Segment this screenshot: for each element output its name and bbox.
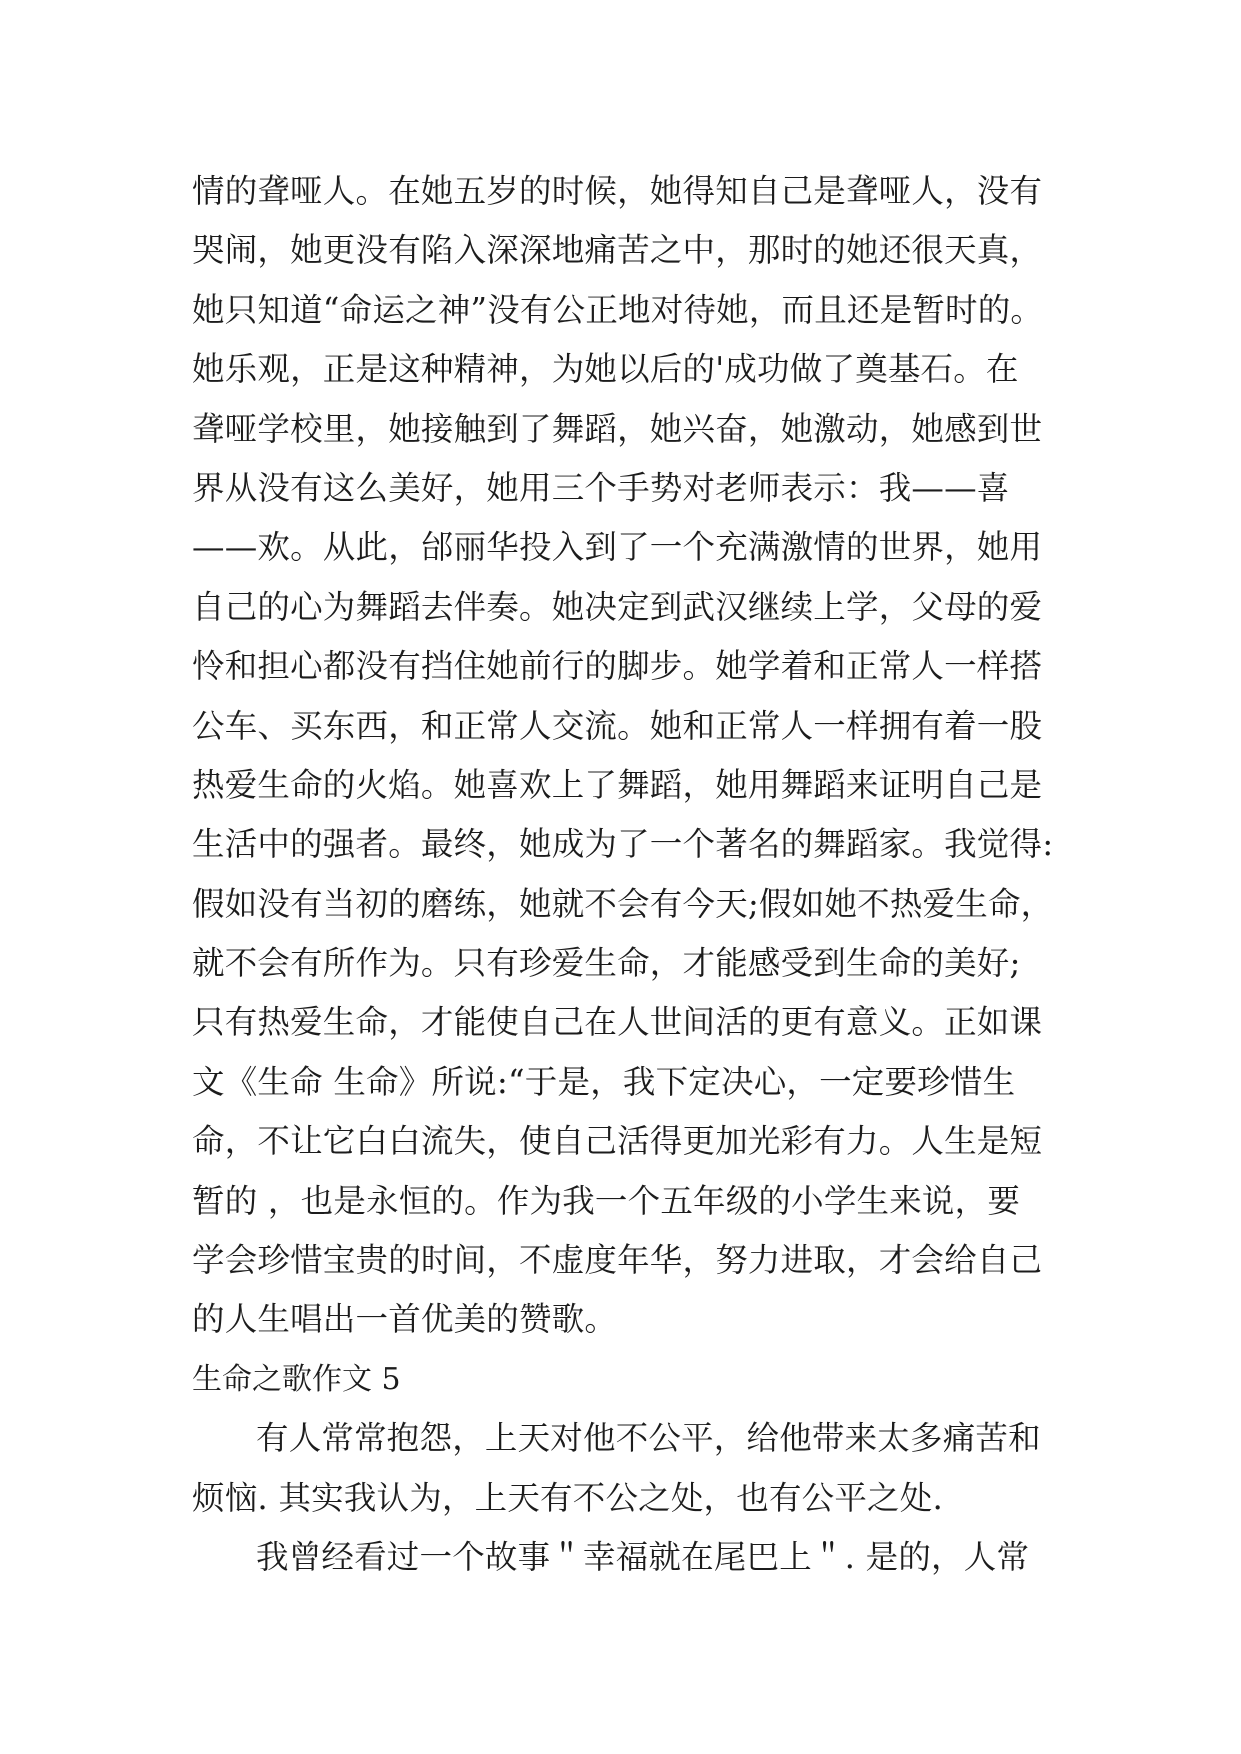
text-line: 命，不让它白白流失，使自己活得更加光彩有力。人生是短 (192, 1122, 1043, 1161)
text-line: 公车、买东西，和正常人交流。她和正常人一样拥有着一股 (192, 706, 1043, 745)
text-line: 界从没有这么美好，她用三个手势对老师表示：我——喜 (192, 468, 1010, 507)
text-line: 只有热爱生命，才能使自己在人世间活的更有意义。正如课 (192, 1003, 1043, 1042)
text-line: 暂的 ，也是永恒的。作为我一个五年级的小学生来说，要 (192, 1181, 1021, 1220)
text-line: 自己的心为舞蹈去伴奏。她决定到武汉继续上学，父母的爱 (192, 587, 1043, 626)
paragraph-2 (192, 1409, 1062, 1528)
text-line: 学会珍惜宝贵的时间，不虚度年华，努力进取，才会给自己 (192, 1241, 1043, 1280)
text-line: 生活中的强者。最终，她成为了一个著名的舞蹈家。我觉得: (192, 825, 1054, 864)
paragraph-3 (192, 1528, 1062, 1587)
text-line: 文《生命 生命》所说:“于是，我下定决心，一定要珍惜生 (192, 1062, 1016, 1101)
text-line: 她只知道“命运之神”没有公正地对待她，而且还是暂时的。 (192, 290, 1044, 329)
text-line: 假如没有当初的磨练，她就不会有今天;假如她不热爱生命， (192, 884, 1054, 923)
text-line: ——欢。从此，邰丽华投入到了一个充满激情的世界，她用 (192, 528, 1043, 567)
section-heading: 生命之歌作文 5 (192, 1361, 401, 1397)
text-line: 的人生唱出一首优美的赞歌。 (192, 1300, 618, 1339)
text-line: 聋哑学校里，她接触到了舞蹈，她兴奋，她激动，她感到世 (192, 409, 1043, 448)
text-line: 我曾经看过一个故事＂幸福就在尾巴上＂. 是的，人常 (256, 1537, 1030, 1576)
text-line: 情的聋哑人。在她五岁的时候，她得知自己是聋哑人，没有 (192, 172, 1043, 210)
text-line: 怜和担心都没有挡住她前行的脚步。她学着和正常人一样搭 (192, 647, 1043, 686)
paragraph-1 (192, 162, 1062, 1350)
text-line: 她乐观，正是这种精神，为她以后的'成功做了奠基石。在 (192, 350, 1019, 389)
text-line: 烦恼. 其实我认为，上天有不公之处，也有公平之处. (192, 1478, 943, 1517)
text-line: 就不会有所作为。只有珍爱生命，才能感受到生命的美好; (192, 944, 1021, 983)
text-line: 哭闹，她更没有陷入深深地痛苦之中，那时的她还很天真， (192, 231, 1043, 270)
text-line: 有人常常抱怨，上天对他不公平，给他带来太多痛苦和 (256, 1419, 1041, 1458)
document-body (192, 162, 1062, 1587)
text-line: 热爱生命的火焰。她喜欢上了舞蹈，她用舞蹈来证明自己是 (192, 765, 1043, 804)
